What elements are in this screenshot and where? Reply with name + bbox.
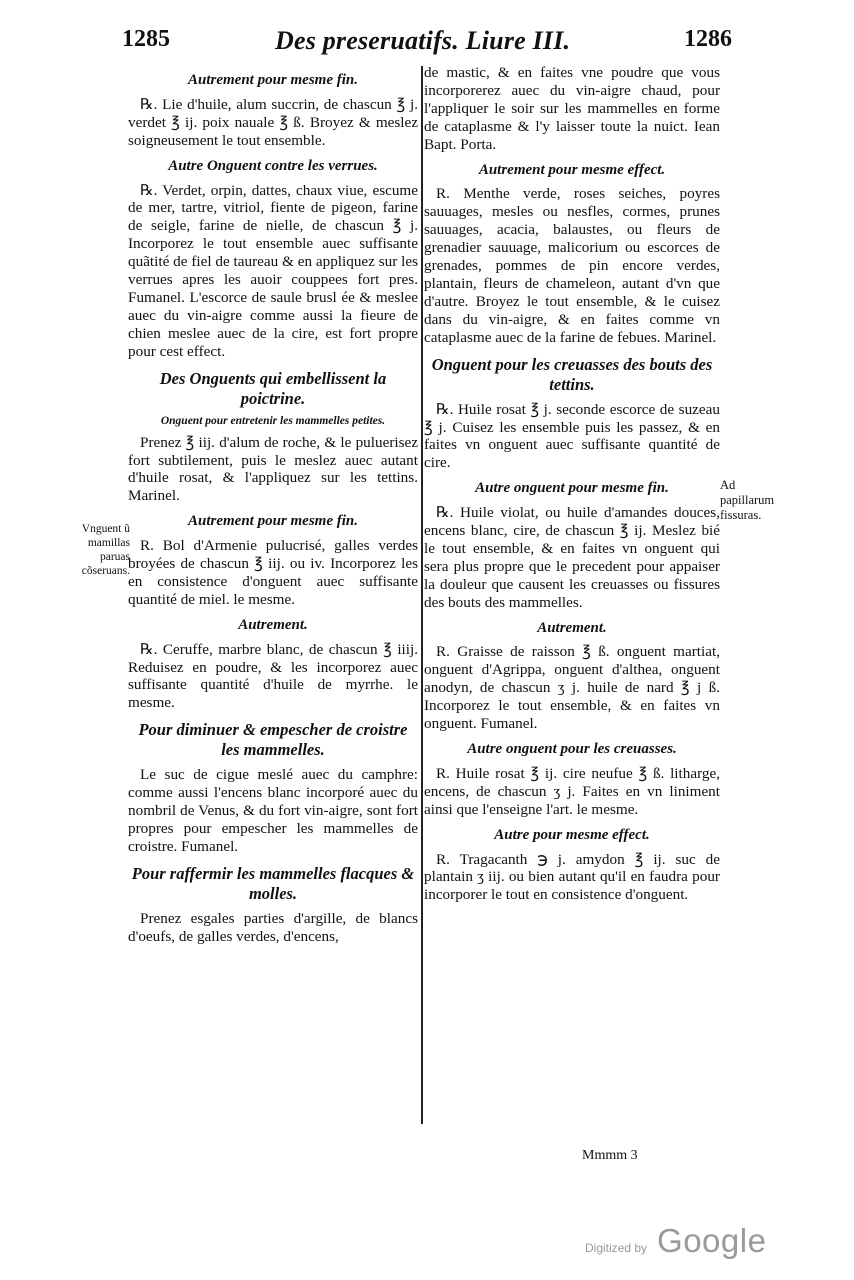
section-heading: Autrement. — [537, 619, 607, 636]
right-column — [424, 64, 720, 910]
subsection-heading: Onguent pour entretenir les mammelles petites. — [160, 414, 386, 427]
paragraph: R. Bol d'Armenie pulucrisé, galles verdes broyées de chascun ℥ iij. ou iv. Incorporez les en consistence d'onguent auec suffisante quantité de miel. le mesme. — [128, 537, 418, 608]
paragraph: Prenez esgales parties d'argille, de blancs d'oeufs, de galles verdes, d'encens, — [128, 909, 418, 945]
paragraph: Prenez ℥ iij. d'alum de roche, & le puluerisez fort subtilement, puis le meslez auec autant d'huile rosat, & l'appliquez sur les tettins. Marinel. — [128, 433, 418, 505]
signature-mark: Mmmm 3 — [582, 1148, 638, 1163]
paragraph: de mastic, & en faites vne poudre que vous incorporerez auec du vin-aigre chaud, pour l'appliquer le soir sur les mammelles en forme de cataplasme & l'y laisser toute la nuict. Iean Bapt. Porta. — [424, 64, 720, 153]
paragraph: ℞. Ceruffe, marbre blanc, de chascun ℥ iiij. Reduisez en poudre, & les incorporez auec suffisante quantité d'huile de myrrhe. le mesme. — [128, 640, 418, 712]
paragraph: ℞. Lie d'huile, alum succrin, de chascun ℥ j. verdet ℥ ij. poix nauale ℥ ß. Broyez & meslez soigneusement le tout ensemble. — [128, 95, 418, 149]
running-title: Des preseruatifs. Liure III. — [275, 26, 571, 55]
paragraph: ℞. Verdet, orpin, dattes, chaux viue, escume de mer, tartre, vitriol, fiente de pigeon, farine de seigle, farine de nielle, de chascun ℥ j. Incorporez le tout ensemble auec suffisante quãtité de fiel de taureau & en appliquez sur les verrues apres les auoir couppees fort pres. Fumanel. L'escorce de saule brusl ée & meslee auec du vin-aigre comme aussi la fieure de chien meslee auec de la cire, est fort propre pour cest effect. — [128, 181, 418, 360]
section-heading: Autre onguent pour mesme fin. — [475, 480, 669, 497]
page-number-left: 1285 — [122, 26, 170, 52]
section-heading: Autrement pour mesme fin. — [187, 513, 359, 530]
paragraph: Le suc de cigue meslé auec du camphre: comme aussi l'encens blanc incorporé auec du nombril de Venus, & du fort vin-aigre, sont fort propres pour empescher les mammelles de croistre. Fumanel. — [128, 766, 418, 855]
google-logo: Google — [657, 1222, 767, 1259]
paragraph: ℞. Huile violat, ou huile d'amandes douces, encens blanc, cire, de chascun ℥ ij. Meslez bié le tout ensemble, & en faites vn onguent qui sera plus propre que le precedent pour appaiser la douleur que causent les creuasses ou fissures des bouts des mammelles. — [424, 504, 720, 611]
section-heading: Onguent pour les creuasses des bouts des tettins. — [431, 354, 713, 394]
left-column — [128, 64, 418, 952]
margin-note-left: Vnguent ũ mamillas paruas cõseruans. — [81, 523, 130, 577]
paragraph: R. Tragacanth ℈ j. amydon ℥ ij. suc de plantain ʒ iij. ou bien autant qu'il en faudra pour incorporer le tout en consistence d'onguent. — [424, 850, 720, 904]
section-heading: Autre Onguent contre les verrues. — [168, 157, 378, 174]
paragraph: ℞. Huile rosat ℥ j. seconde escorce de suzeau ℥ j. Cuisez les ensemble puis les passez, & en faites vn onguent auec suffisante quantité de cire. — [424, 400, 720, 472]
section-heading: Autre onguent pour les creuasses. — [467, 741, 677, 757]
margin-note-right: Ad papillarum fissuras. — [720, 478, 775, 522]
section-heading: Pour raffermir les mammelles flacques & molles. — [131, 863, 415, 903]
section-heading: Autrement pour mesme effect. — [478, 161, 666, 178]
paragraph: R. Graisse de raisson ℥ ß. onguent martiat, onguent d'Agrippa, onguent d'althea, onguent anodyn, de chascun ʒ j. huile de nard ℥ j ß. Incorporez le tout ensemble, & en faites vn onguent. Fumanel. — [424, 643, 720, 733]
column-divider — [421, 66, 423, 1124]
watermark-prefix: Digitized by — [585, 1241, 648, 1255]
section-heading: Autrement. — [238, 616, 308, 633]
page-number-right: 1286 — [684, 26, 732, 52]
section-heading: Autre pour mesme effect. — [494, 826, 650, 843]
paragraph: R. Menthe verde, roses seiches, poyres sauuages, mesles ou nesfles, cormes, prunes sauuages, acacia, balaustes, ou fleurs de grenadier sauuage, malicorium ou escorces de grenades, pommes de pin encore verdes, plantain, fleurs de chameleon, autant d'vn que d'autre. Broyez le tout ensemble, & le cuisez dans du vin-aigre, & en faites comme vn cataplasme auec de la farine de febues. Marinel. — [424, 185, 720, 346]
section-heading: Des Onguents qui embellissent la poictrine. — [159, 368, 387, 408]
section-heading: Pour diminuer & empescher de croistre les mammelles. — [138, 720, 408, 760]
paragraph: R. Huile rosat ℥ ij. cire neufue ℥ ß. litharge, encens, de chascun ʒ j. Faites en vn liniment ainsi que l'enseigne l'art. le mesme. — [424, 764, 720, 818]
digitized-watermark — [585, 1222, 766, 1260]
section-heading: Autrement pour mesme fin. — [187, 72, 359, 88]
